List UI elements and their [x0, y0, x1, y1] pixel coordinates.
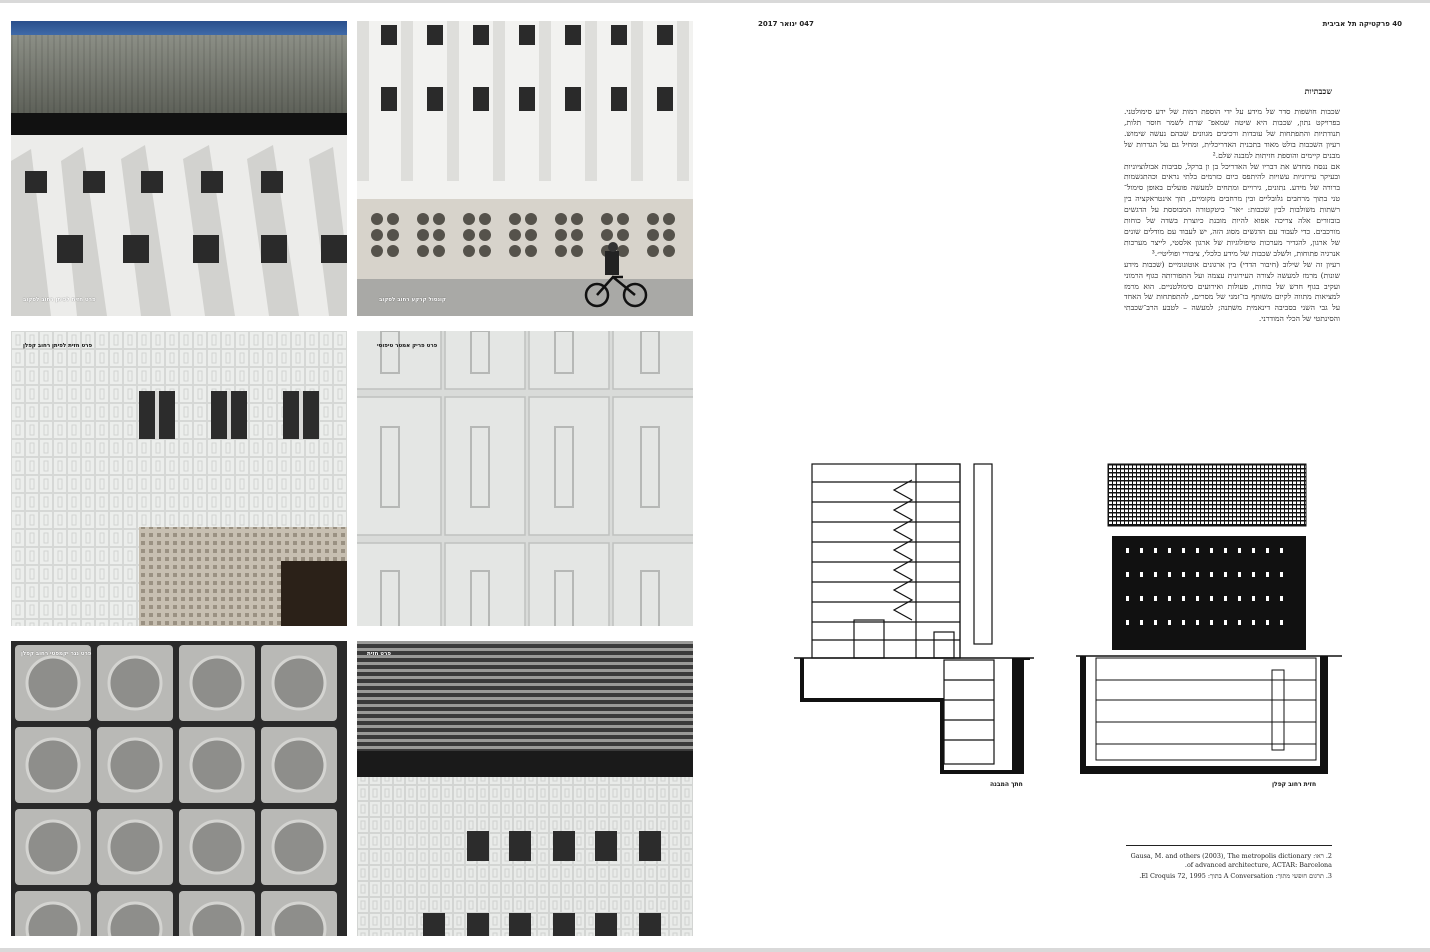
photo-concrete-blocks [11, 641, 347, 936]
photo-louvers-facade [357, 641, 693, 936]
section-heading: שכבתיות [1304, 86, 1332, 96]
elevation-drawing-caption: חזית רחוב קפלן [1272, 781, 1317, 788]
photo-caption: קונסול קרקע רחוב לסקוב [379, 297, 446, 303]
photo-caption: פרט חזית לפיתן רחוב לסקוב [23, 297, 96, 303]
footnote: 2. ראו: Gausa, M. and others (2003), The metropolis dictionary of advanced architecture, ACTAR: Barcelona. [1130, 852, 1332, 869]
photo-facade-roof [11, 21, 347, 316]
article-paragraph: אם ננסח מחדש את דבריו של האדריכל בן ון ברקל, סביבות אבולוציוניות ובעיקר עירוניות עשויות להיתפס כיום כזרמים בלתי נראים וכהתגשמות ברורה של מידע. נתונים, גירויים ומתחים למעשה פועלים באופן סימול־ טני בתוך מרחבים גלובליים ובין מרחבים מקומיים, תוך אינטראקציה בין רשתות משולבות לבין שכבות: ״אר־ כיטקטורה המבוססת על הדגשים בובזורים אלה צריכה אפוא להיות מובנת כיוצרת בשדה של כוחות מורכבים. כדי לעבוד עם הדגשים מסוג הזה, יש לעבוד עם מודלים שונים של ארגון, להגדיר מערכות טיפולוגיות של ארגון אלסטי, לייצר מערכות אנרגיה פתוחות, ולשלב שכבות של מידע כלכלי, ציבורי ופוליטי״.³ [1124, 161, 1340, 258]
folio-page-section: 40 פרקטיקה תל אביבית [1322, 20, 1402, 28]
folio-issue-date: 047 ינואר 2017 [758, 20, 814, 28]
article-body [1124, 107, 1340, 325]
street-elevation-drawing [1076, 460, 1342, 775]
photo-panel-detail [357, 331, 693, 626]
footnotes [1126, 852, 1332, 884]
page-bottom-border [0, 948, 1430, 952]
page-top-border [0, 0, 1430, 3]
article-paragraph: רעיון זה של שילוב (חיבור הדדי) בין ארגונים אוטונומיים (שכבות מידע שונות) מרמז למעשה לצורה העירונית עצמה ועל התפורותה כגוף הרמוני ועקיב בגוף חדש של כוחות, פעולות ואירועים סימולטניים. הוא מרמז למציאות מתווה לקיום משותף בו־זמני של מסרים, להתפתחות של האחד על גבי השני בסביבה דינאמית משתנה; למעשה – לטבע הרב־שכבתי והסינתטי של הכלי המודרני. [1124, 259, 1340, 324]
building-section-drawing [794, 460, 1034, 775]
article-paragraph: שכבות חושפות סדר של מידע על ידי הוספת רמות של ידע סימולטני. בפרויקט נתון, שכבות היא שיטה שמאפ־ שרת לשמר חוסר תלות, תנודתיות והתפתחות של עובדות ורכיבים מגוונים שבהם נעשה שימוש. רעיון השכבות בולט מאוד בתכנית האדריכלית, ומחיל גם על הגדרות של מבנים קיימים והוספת חזיתות למבנה שלם.² [1124, 107, 1340, 160]
photo-caption: פרט חזית לפיתן רחוב קפלן [23, 343, 93, 349]
section-drawing-caption: חתך המבנה [990, 781, 1023, 788]
footnotes-rule [1126, 845, 1332, 846]
photo-caption: פרט פריק אמטר טיפוסי [377, 343, 438, 349]
footnote: 3. תרגום חופשי מתוך: A Conversation בתוך: El Croquis 72, 1995. [1139, 872, 1332, 881]
photo-facade-cyclist [357, 21, 693, 316]
photo-tiled-facade [11, 331, 347, 626]
photo-caption: פרט חזית [367, 651, 391, 657]
photo-caption: פרט נגר יקמפטי רחוב קפלן [21, 651, 92, 657]
